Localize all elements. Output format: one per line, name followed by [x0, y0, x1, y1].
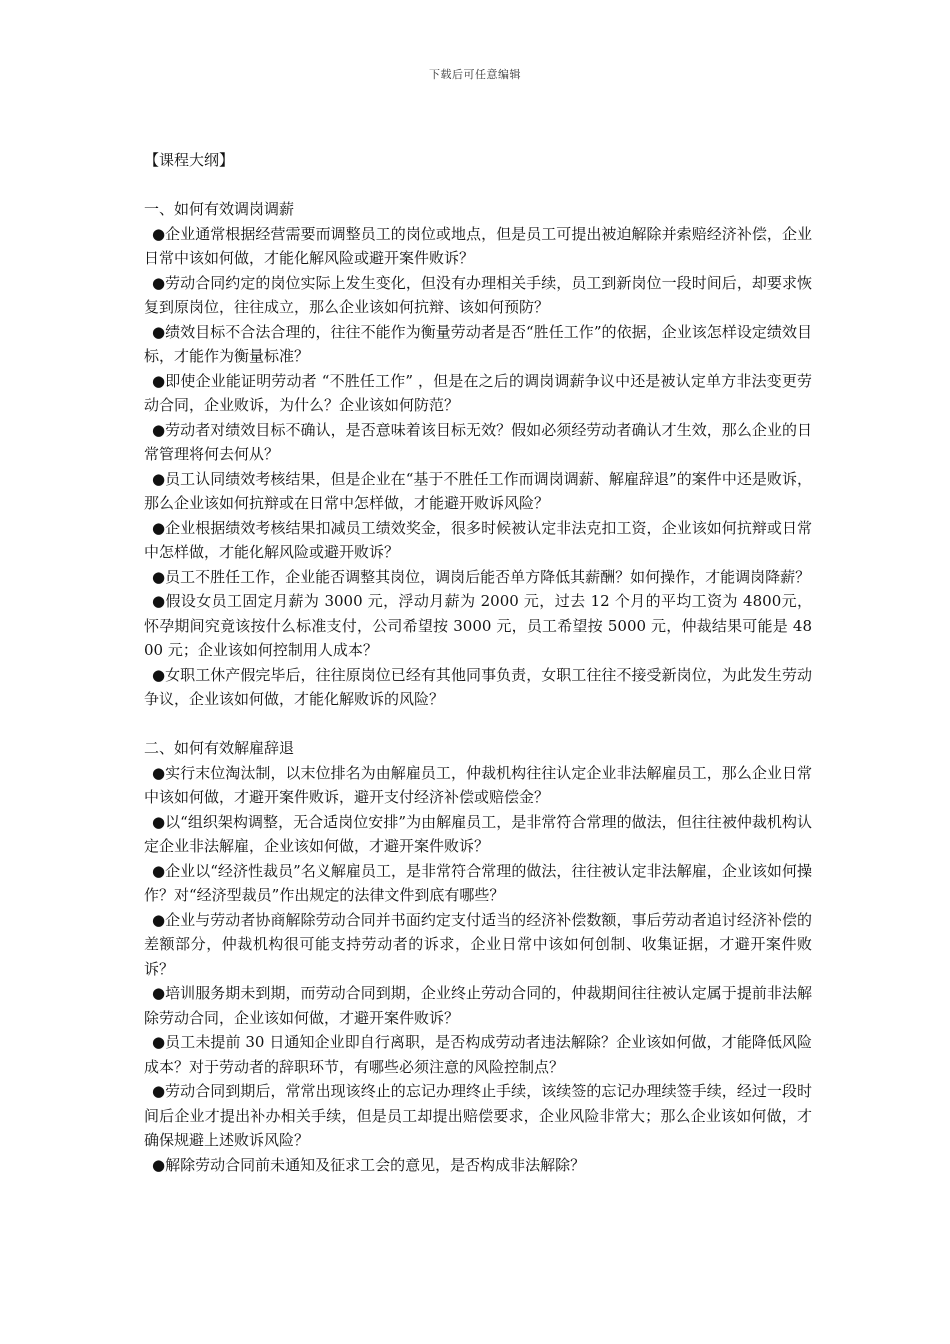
list-item: ●绩效目标不合法合理的，往往不能作为衡量劳动者是否“胜任工作”的依据，企业该怎样设定绩效目标，才能作为衡量标准？ — [144, 322, 812, 365]
section-dismissal — [144, 736, 812, 1177]
list-item: ●员工不胜任工作，企业能否调整其岗位，调岗后能否单方降低其薪酬？如何操作，才能调岗降薪？ — [152, 567, 811, 586]
document-body — [144, 148, 812, 1177]
list-item: ●女职工休产假完毕后，往往原岗位已经有其他同事负责，女职工往往不接受新岗位，为此发生劳动争议，企业该如何做，才能化解败诉的风险？ — [144, 665, 812, 708]
list-item: ●企业以“经济性裁员”名义解雇员工，是非常符合常理的做法，往往被认定非法解雇，企业该如何操作？对“经济型裁员”作出规定的法律文件到底有哪些？ — [144, 861, 812, 904]
list-item: ●劳动合同约定的岗位实际上发生变化，但没有办理相关手续，员工到新岗位一段时间后，却要求恢复到原岗位，往往成立，那么企业该如何抗辩、该如何预防？ — [144, 273, 812, 316]
list-item: ●企业根据绩效考核结果扣减员工绩效奖金，很多时候被认定非法克扣工资，企业该如何抗辩或日常中怎样做，才能化解风险或避开败诉？ — [144, 518, 812, 561]
section-title: 二、如何有效解雇辞退 — [144, 739, 295, 757]
section-adjust-post-salary — [144, 197, 812, 712]
list-item: ●假设女员工固定月薪为 3000 元，浮动月薪为 2000 元，过去 12 个月的平均工资为 4800元，怀孕期间究竟该按什么标准支付，公司希望按 3000 元，员工希望按 5000 元，仲裁结果可能是 4800 元；企业该如何控制用人成本？ — [144, 592, 812, 659]
outline-title: 【课程大纲】 — [144, 151, 235, 169]
list-item: ●解除劳动合同前未通知及征求工会的意见，是否构成非法解除？ — [152, 1155, 586, 1174]
page-header: 下载后可任意编辑 — [429, 68, 521, 81]
list-item: ●员工认同绩效考核结果，但是企业在“基于不胜任工作而调岗调薪、解雇辞退”的案件中还是败诉，那么企业该如何抗辩或在日常中怎样做，才能避开败诉风险？ — [144, 469, 812, 512]
section-item-list — [144, 761, 812, 1178]
list-item: ●企业通常根据经营需要而调整员工的岗位或地点，但是员工可提出被迫解除并索赔经济补偿，企业日常中该如何做，才能化解风险或避开案件败诉？ — [144, 224, 812, 267]
list-item: ●劳动者对绩效目标不确认，是否意味着该目标无效？假如必须经劳动者确认才生效，那么企业的日常管理将何去何从？ — [144, 420, 812, 463]
list-item: ●员工未提前 30 日通知企业即自行离职，是否构成劳动者违法解除？企业该如何做，才能降低风险成本？对于劳动者的辞职环节，有哪些必须注意的风险控制点？ — [144, 1033, 812, 1076]
list-item: ●企业与劳动者协商解除劳动合同并书面约定支付适当的经济补偿数额，事后劳动者追讨经济补偿的差额部分，仲裁机构很可能支持劳动者的诉求，企业日常中该如何创制、收集证据，才避开案件败诉？ — [144, 910, 812, 978]
section-title: 一、如何有效调岗调薪 — [144, 200, 295, 218]
list-item: ●即使企业能证明劳动者 “不胜任工作” ，但是在之后的调岗调薪争议中还是被认定单方非法变更劳动合同，企业败诉，为什么？企业该如何防范？ — [144, 371, 812, 414]
list-item: ●以“组织架构调整，无合适岗位安排”为由解雇员工，是非常符合常理的做法，但往往被仲裁机构认定企业非法解雇，企业该如何做，才避开案件败诉？ — [144, 812, 812, 855]
list-item: ●劳动合同到期后，常常出现该终止的忘记办理终止手续，该续签的忘记办理续签手续，经过一段时间后企业才提出补办相关手续，但是员工却提出赔偿要求，企业风险非常大；那么企业该如何做，才确保规避上述败诉风险？ — [144, 1082, 812, 1149]
list-item: ●培训服务期未到期，而劳动合同到期，企业终止劳动合同的，仲裁期间往往被认定属于提前非法解除劳动合同，企业该如何做，才避开案件败诉？ — [144, 984, 812, 1027]
section-item-list — [144, 222, 812, 712]
list-item: ●实行末位淘汰制，以末位排名为由解雇员工，仲裁机构往往认定企业非法解雇员工，那么企业日常中该如何做，才避开案件败诉，避开支付经济补偿或赔偿金？ — [144, 763, 812, 806]
